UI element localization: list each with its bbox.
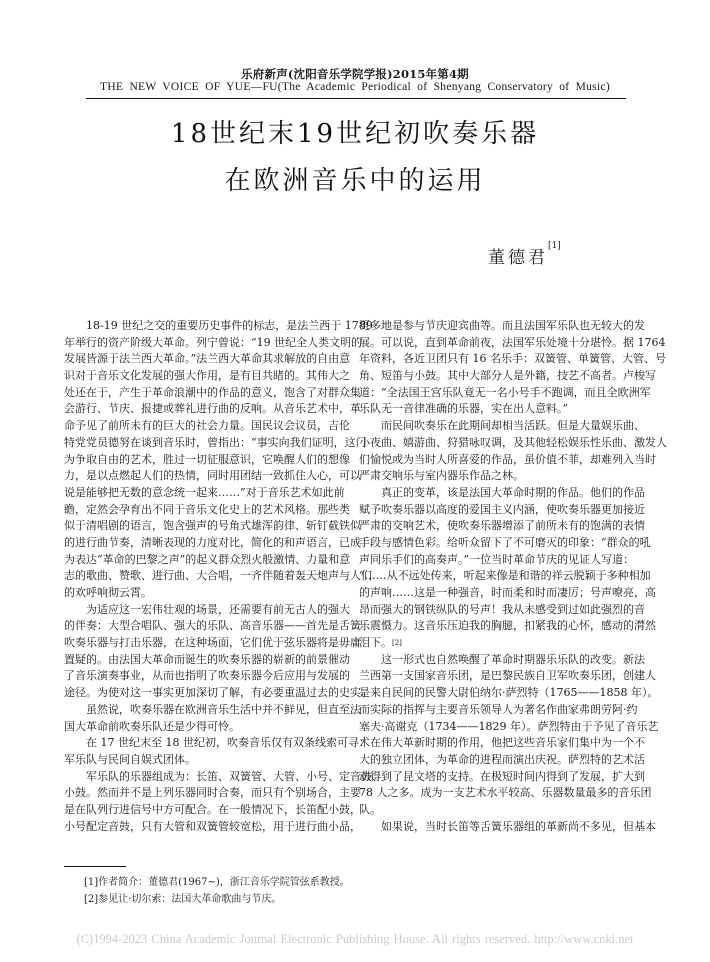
text-line-content: 们愉悦或为当时人所喜爱的作品，虽价值不菲，却难列入当时 [359,452,656,466]
text-line [359,719,659,736]
text-line-content: 昂而强大的钢铁纵队的号声！我从未感受到过如此强烈的音 [359,602,645,616]
footnote-2: [2]参见让·切尔索：法国大革命歌曲与节庆。 [84,894,282,905]
text-line-content: “……从不远处传来，听起来像是和谐的祥云脱颖于多种相加 [359,569,651,583]
body-column-right [359,318,667,835]
text-line-content: 置疑的。由法国大革命而诞生的吹奏乐器的崭新的前景催动 [64,652,350,666]
text-line-content: 而民间吹奏乐在此期间却相当活跃。但是大量娱乐曲、 [381,419,645,433]
text-line [359,318,645,335]
text-line [64,401,361,418]
text-line [359,418,645,435]
text-line-content: 大的独立团体，为革命的进程而演出庆祝。萨烈特的艺术活 [359,752,645,766]
text-line [64,769,383,786]
text-line-content: 严肃交响乐与室内器乐作品之林。 [359,469,524,483]
footnote-ref: [2] [392,639,402,648]
text-line-content: 角、短笛与小鼓。其中大部分人是外籍，技艺不高者。卢梭写 [359,369,656,383]
article-title-line1: 18世纪末19世纪初吹奏乐器 [170,119,540,149]
text-line [64,485,345,502]
journal-title-en: THE NEW VOICE OF YUE—FU(The Academic Periodical of Shenyang Conservatory of Music) [100,81,610,93]
text-line-content: 途径。为使对这一事实更加深切了解，有必要重温过去的史实。 [64,686,372,700]
text-line [359,468,631,485]
text-line [64,685,372,702]
text-line-content: 展。可以说，直到革命前夜，法国军乐处境十分堪怜。据 1764 [359,335,666,349]
author-byline [488,243,561,268]
text-line-content: 命予见了前所未有的巨大的社会力量。国民议会议员，吉伦 [64,419,350,433]
text-line-content: 严肃的交响艺术，使吹奏乐器增添了前所未有的饱满的表情 [359,519,645,533]
text-line [64,468,361,485]
text-line-content: 更多地是参与节庆迎宾曲等。而且法国军乐队也无较大的发 [359,319,645,332]
text-line [359,368,656,385]
text-line [64,618,361,635]
text-line-content: 志的歌曲、赞歌、进行曲、大合唱，一齐伴随着轰天炮声与人们 [64,569,372,583]
text-line [359,635,631,652]
text-line-content: 赋予吹奏乐器以高度的爱国主义内涵，使吹奏乐器更加接近 [359,502,645,516]
text-line-content: 术在伟大革新时期的作用，他把这些音乐家们集中为一个不 [359,736,645,750]
text-line [359,802,631,819]
text-line-content: 泪下。 [359,636,392,650]
text-line [359,785,652,802]
text-line [64,518,361,535]
text-line-content: 这一形式也自然唤醒了革命时期器乐乐队的改变。新法 [381,652,645,666]
copyright-notice: (C)1994-2023 China Academic Journal Electronic Publishing House. All rights reserved. http://www.cnki.net [76,932,634,946]
text-line [359,518,645,535]
text-line-content: 声同乐手们的高奏声。”一位当时革命节庆的见证人写道： [359,552,635,566]
text-line [64,602,350,619]
text-line-content: 识对于音乐文化发展的强大作用，是有目共睹的。其伟大之 [64,369,350,383]
text-line [64,351,351,368]
text-line [64,535,361,552]
text-line-content: 小号配定音鼓，只有大管和双簧管较宽松，用于进行曲小品， [64,819,361,833]
footnote-1: [1]作者简介：董德君(1967~)，浙江音乐学院管弦系教授。 [84,877,350,888]
text-line-content: 特党党员德努在谈到音乐时，曾指出：“事实向我们证明，这门 [64,435,367,449]
text-line [359,685,659,702]
text-line [64,735,370,752]
text-line-content: 真正的变革，该是法国大革命时期的作品。他们的作品 [381,485,645,499]
text-line [64,802,361,819]
text-line-content: 的伴奏：大型合唱队、强大的乐队、高音乐器——首先是舌簧 [64,619,361,633]
text-line [359,735,645,752]
text-line [64,752,336,769]
text-line [64,568,372,585]
text-line-content: 吹奏乐器与打击乐器，在这种场面，它们优于弦乐器将是毋庸 [64,636,361,650]
text-line [64,385,361,402]
text-line-content: 道：“全法国王宫乐队竟无一名小号手不跑调，而且全欧洲军 [359,385,651,399]
text-line-content: 塞夫·高谢克（1734——1829 年）。萨烈特由于予见了音乐艺 [359,719,659,733]
text-line-content: 瞻，定然会孕育出不同于音乐文化史上的艺术风格。那些类 [64,502,350,516]
text-line [359,401,631,418]
text-line-content: 会游行、节庆、报捷或葬礼进行曲的反响。从音乐艺术中，革 [64,402,361,416]
text-line-content: 兰西第一支国家音乐团，是巴黎民族自卫军吹奏乐团，创建人 [359,669,656,683]
text-line [64,719,336,736]
text-line-content: 如果说，当时长笛等舌簧乐器组的革新尚不多见，但基本 [381,819,656,833]
text-line [359,485,645,502]
article-title-line2: 在欧洲音乐中的运用 [224,166,486,196]
text-line-content: 乐队无一音律准确的乐器，实在出人意料。” [359,402,569,416]
footnote-rule [64,866,126,867]
text-line-content: 18-19 世纪之交的重要历史事件的标志，是法兰西于 1789 [86,319,373,332]
text-line-content: 了音乐演奏事业，从而也指明了吹奏乐器今后应用与发展的 [64,669,350,683]
text-line-content: 在 17 世纪末至 18 世纪初，吹奏音乐仅有双条线索可寻： [86,736,370,750]
text-line-content: 力，是以点燃起人们的热情，同时用团结一致抓住人心，可以 [64,469,361,483]
text-line-content: 年资料，各近卫团只有 16 名乐手：双簧管、单簧管、大管、号 [359,352,666,366]
text-line [359,618,656,635]
text-line [64,652,350,669]
text-line [64,318,373,335]
text-line [359,385,651,402]
text-line-content: 78 人之多。成为一支艺术水平较高、乐器数量最多的音乐团 [359,786,652,800]
header-rule [86,98,626,99]
text-line-content: 而实际的指挥与主要音乐领导人为著名作曲家弗朗劳阿·约 [359,702,638,716]
text-line-content: 处还在于，产生于革命浪潮中的作品的意义，饱含了对群众集 [64,385,361,399]
text-line [64,668,350,685]
text-line-content: 的进行曲节奏，清晰表现的力度对比，简化的和声语言，已成 [64,535,361,549]
text-line-content: 年举行的资产阶级大革命。列宁曾说：“19 世纪全人类文明的 [64,335,363,349]
text-line-content: 军乐队与民间自娱式团体。 [64,752,196,766]
text-line-content: 国大革命前吹奏乐队还是少得可怜。 [64,719,240,733]
text-line [359,568,651,585]
text-line [359,585,656,602]
text-line [359,552,635,569]
text-line [64,819,361,836]
text-line-content: 为适应这一宏伟壮观的场景，还需要有前无古人的强大 [86,602,350,616]
text-line [359,335,666,352]
text-line-content: 军乐队的乐器组成为：长笛、双簧管、大管、小号、定音鼓、 [86,769,383,783]
text-line-content: 说是能够把无数的意念统一起来……”对于音乐艺术如此前 [64,485,345,499]
text-line [359,652,645,669]
text-line-content: 虽然说，吹奏乐器在欧洲音乐生活中并不鲜见，但直至法 [86,702,361,716]
text-line-content: 动得到了昆文塔的支持。在极短时间内得到了发展，扩大到 [359,769,645,783]
text-line-content: 队。 [359,802,381,816]
text-line-content: 乐震慑力。这音乐压迫我的胸臆，扣紧我的心怀，感动的潸然 [359,619,656,633]
author-name: 董德君 [488,248,548,268]
text-line [64,502,350,519]
text-line-content: 的欢呼响彻云霄。 [64,586,152,599]
author-note-ref: [1] [548,241,561,251]
text-line [359,819,656,836]
text-line [359,752,645,769]
text-line [359,502,645,519]
text-line-content: 小鼓。然而并不是上列乐器同时合奏，而只有个别场合，主要 [64,786,361,800]
text-line [64,585,336,602]
journal-title-cn: 乐府新声(沈阳音乐学院学报)2015年第4期 [241,67,469,81]
text-line-content: 似于清唱剧的语言，饱含强声的号角式雄浑韵律、斩钉截铁似 [64,519,361,533]
text-line [64,452,350,469]
text-line [359,435,667,452]
text-line-content: 为争取自由的艺术，胜过一切征服意识，它唤醒人们的想像 [64,452,350,466]
text-line-content: 是来自民间的民警大尉伯纳尔·萨烈特（1765——1858 年）。 [359,686,659,700]
text-line [64,635,361,652]
text-line-content: 是在队列行进信号中方可配合。在一般情况下，长笛配小鼓， [64,802,361,816]
text-line [359,452,656,469]
text-line [64,435,367,452]
text-line [359,602,645,619]
text-line [359,668,656,685]
text-line [64,702,361,719]
text-line [64,418,350,435]
text-line-content: 发展皆源于法兰西大革命。”法兰西大革命其求解放的自由意 [64,352,351,366]
text-line [64,785,361,802]
text-line-content: 小夜曲、嬉游曲、狩猎咏叹调，及其他轻松娱乐性乐曲、激发人 [359,435,667,449]
text-line [64,335,363,352]
text-line-content: 的声响……这是一种强音，时而柔和时而凄厉；号声嘹亮，高 [359,586,656,599]
text-line [64,368,350,385]
text-line [64,552,351,569]
text-line [359,769,645,786]
text-line [359,702,638,719]
text-line [359,535,651,552]
text-line-content: 手段与感情色彩。给听众留下了不可磨灭的印象：“群众的吼 [359,535,651,549]
text-line-content: 为表达“革命的巴黎之声”的起义群众烈火般激情、力量和意 [64,552,351,566]
text-line [359,351,666,368]
